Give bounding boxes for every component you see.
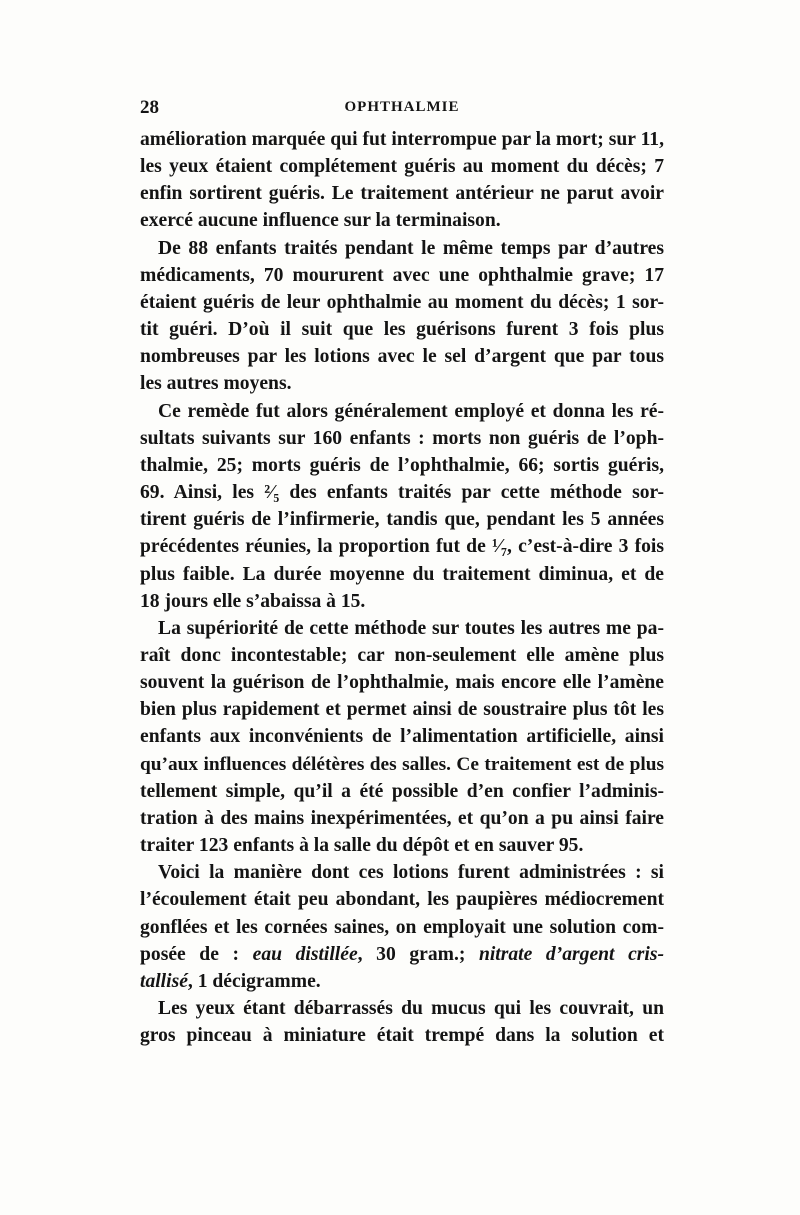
text-line: tirent guéris de l’infirmerie, tandis que, pendant les 5 années: [140, 509, 664, 531]
paragraph-first-line: Ce remède fut alors généralement employé et donna les ré-: [158, 400, 664, 422]
text-line: gonflées et les cornées saines, on employait une solution com-: [140, 916, 664, 938]
text-line: raît donc incontestable; car non-seulement elle amène plus: [140, 644, 664, 666]
text-line: nombreuses par les lotions avec le sel d’argent que par tous: [140, 346, 664, 368]
text-line: 69. Ainsi, les ²⁄₅ des enfants traités par cette méthode sor-: [140, 482, 664, 504]
text-line: sultats suivants sur 160 enfants : morts non guéris de l’oph-: [140, 427, 664, 449]
paragraph-first-line: La supériorité de cette méthode sur toutes les autres me pa-: [158, 617, 664, 639]
text-line: souvent la guérison de l’ophthalmie, mais encore elle l’amène: [140, 672, 664, 694]
text-line: traiter 123 enfants à la salle du dépôt et en sauver 95.: [140, 835, 584, 857]
text-line: gros pinceau à miniature était trempé dans la solution et: [140, 1025, 664, 1047]
text-line: étaient guéris de leur ophthalmie au moment du décès; 1 sor-: [140, 291, 664, 313]
text-line: plus faible. La durée moyenne du traitement diminua, et de: [140, 563, 664, 585]
text-run: , 30 gram.;: [357, 943, 479, 965]
body-text: [140, 126, 664, 1049]
text-line-with-italics: [140, 941, 664, 968]
paragraph-first-line: Les yeux étant débarrassés du mucus qui les couvrait, un: [158, 998, 664, 1019]
paragraph-first-line: De 88 enfants traités pendant le même temps par d’autres: [158, 237, 664, 259]
italic-run: nitrate d’argent cris-: [478, 943, 664, 965]
italic-run: tallisé: [140, 970, 188, 992]
running-head: OPHTHALMIE: [344, 99, 460, 115]
text-line: exercé aucune influence sur la terminaison.: [140, 210, 501, 232]
text-line: tellement simple, qu’il a été possible d’en confier l’adminis-: [140, 780, 664, 802]
page-header: [140, 97, 664, 121]
text-line: tit guéri. D’où il suit que les guérisons furent 3 fois plus: [140, 319, 664, 341]
text-line: enfants aux inconvénients de l’alimentation artificielle, ainsi: [140, 726, 664, 748]
text-line: 18 jours elle s’abaissa à 15.: [140, 590, 366, 612]
text-line: bien plus rapidement et permet ainsi de soustraire plus tôt les: [140, 699, 664, 721]
text-line: précédentes réunies, la proportion fut de ¹⁄₇, c’est-à-dire 3 fois: [140, 536, 664, 558]
text-line: les yeux étaient complétement guéris au moment du décès; 7: [140, 156, 664, 178]
text-run: , 1 décigramme.: [187, 970, 321, 992]
text-line: qu’aux influences délétères des salles. Ce traitement est de plus: [140, 753, 664, 775]
text-line: tration à des mains inexpérimentées, et qu’on a pu ainsi faire: [140, 807, 664, 829]
text-line: amélioration marquée qui fut interrompue par la mort; sur 11,: [140, 129, 664, 150]
text-run: posée de :: [140, 943, 253, 965]
text-line-with-italics: [140, 968, 664, 995]
text-line: les autres moyens.: [140, 373, 292, 395]
text-line: l’écoulement était peu abondant, les paupières médiocrement: [140, 889, 664, 911]
italic-run: eau distillée: [252, 943, 358, 965]
paragraph-first-line: Voici la manière dont ces lotions furent administrées : si: [158, 862, 664, 884]
text-line: médicaments, 70 moururent avec une ophthalmie grave; 17: [140, 264, 664, 286]
text-line: thalmie, 25; morts guéris de l’ophthalmie, 66; sortis guéris,: [140, 454, 664, 476]
text-line: enfin sortirent guéris. Le traitement antérieur ne parut avoir: [140, 183, 664, 205]
page-number: 28: [140, 97, 159, 118]
